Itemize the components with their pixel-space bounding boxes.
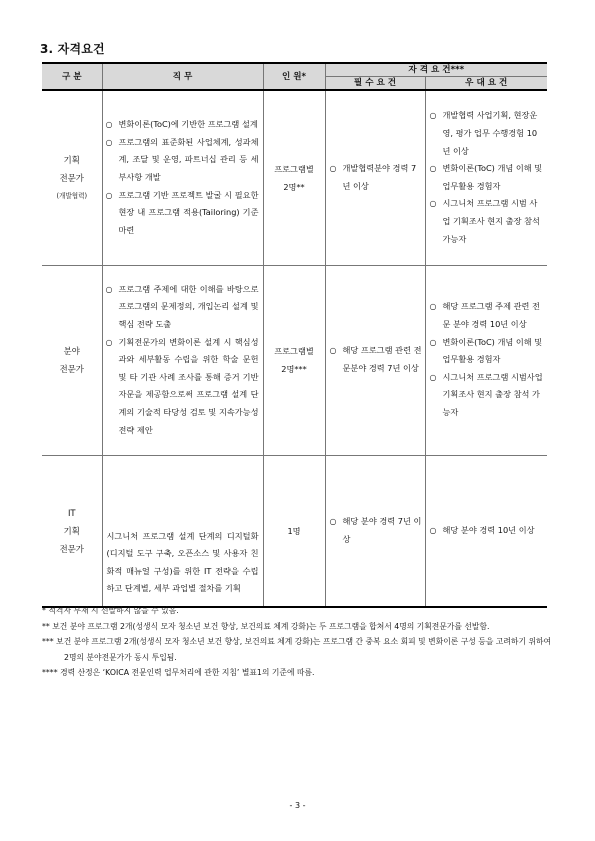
footnote: **** 경력 산정은 ‘KOICA 전문인력 업무처리에 관한 지침’ 별표1의 기준에 따름.: [42, 668, 315, 677]
list-item: ○ 기획전문가의 변화이론 설계 시 핵심성과와 세부활동 수립을 위한 학술 문헌 및 타 기관 사례 조사를 통해 증거 기반 자문을 제공함으로써 프로그램 설계 단계의 기술적 타당성 검토 및 지속가능성 전략 제안: [106, 334, 259, 440]
footnote: *** 보건 분야 프로그램 2개(성생식 모자 청소년 보건 향상, 보건의료 체계 강화)는 프로그램 간 중복 요소 회피 및 변화이론 구성 등을 고려하기 위하여 2명의 분야전문가가 동시 투입됨.: [42, 637, 552, 662]
qualification-table: [42, 62, 547, 608]
preferred-cell: [425, 265, 547, 455]
headcount-cell: 1명: [263, 455, 325, 607]
page-number: - 3 -: [289, 801, 306, 810]
header-category: 구 분: [42, 63, 102, 90]
required-cell: [325, 90, 425, 265]
list-item: ○ 개발협력 사업기획, 현장운영, 평가 업무 수행경험 10년 이상: [430, 107, 545, 160]
list-item: ○ 해당 프로그램 주제 관련 전문 분야 경력 10년 이상: [430, 298, 545, 333]
preferred-cell: [425, 90, 547, 265]
section-title: 3. 자격요건: [40, 42, 105, 56]
list-item: ○ 시그니처 프로그램 시범 사업 기획조사 현지 출장 참석 가능자: [430, 195, 545, 248]
list-item: ○ 개발협력분야 경력 7년 이상: [330, 160, 422, 195]
header-required: 필 수 요 건: [325, 77, 425, 91]
list-item: ○ 프로그램 주제에 대한 이해를 바탕으로 프로그램의 문제정의, 개입논리 설계 및 핵심 전략 도출: [106, 281, 259, 334]
header-preferred: 우 대 요 건: [425, 77, 547, 91]
list-item: ○ 프로그램의 표준화된 사업체계, 성과체계, 조달 및 운영, 파트너십 관리 등 세부사항 개발: [106, 134, 259, 187]
header-headcount: 인 원*: [263, 63, 325, 90]
table-row: [42, 265, 547, 455]
footnotes: [42, 603, 554, 681]
footnote: ** 보건 분야 프로그램 2개(성생식 모자 청소년 보건 향상, 보건의료 체계 강화)는 두 프로그램을 합쳐서 4명의 기획전문가를 선발함.: [42, 621, 490, 631]
list-item: ○ 해당 분야 경력 10년 이상: [430, 522, 545, 540]
preferred-cell: [425, 455, 547, 607]
table-row: [42, 455, 547, 607]
footnote: * 적격자 부재 시 선발하지 않을 수 있음.: [42, 606, 179, 615]
required-cell: [325, 265, 425, 455]
list-item: ○ 변화이론(ToC) 개념 이해 및 업무활용 경험자: [430, 160, 545, 195]
list-item: ○ 해당 분야 경력 7년 이상: [330, 513, 422, 548]
duty-cell: [102, 265, 263, 455]
list-item: ○ 변화이론(ToC) 개념 이해 및 업무활용 경험자: [430, 334, 545, 369]
required-cell: [325, 455, 425, 607]
list-item: ○ 변화이론(ToC)에 기반한 프로그램 설계: [106, 116, 259, 134]
headcount-cell: 프로그램별 2명**: [263, 90, 325, 265]
list-item: ○ 시그니처 프로그램 시범사업 기획조사 현지 출장 참석 가능자: [430, 369, 545, 422]
header-qualification: 자 격 요 건***: [325, 63, 547, 77]
category-cell: 기획 전문가 (개발협력): [42, 90, 102, 265]
category-cell: 분야 전문가: [42, 265, 102, 455]
duty-cell: [102, 90, 263, 265]
headcount-cell: 프로그램별 2명***: [263, 265, 325, 455]
category-note: (개발협력): [56, 191, 88, 200]
list-item: ○ 해당 프로그램 관련 전문분야 경력 7년 이상: [330, 342, 422, 377]
category-cell: IT 기획 전문가: [42, 455, 102, 607]
table-row: [42, 90, 547, 265]
list-item: ○ 프로그램 기반 프로젝트 발굴 시 필요한 현장 내 프로그램 적용(Tailoring) 기준 마련: [106, 187, 259, 240]
header-duty: 직 무: [102, 63, 263, 90]
duty-cell: 시그니처 프로그램 설계 단계의 디지털화(디지털 도구 구축, 오픈소스 및 사용자 친화적 매뉴얼 구성)를 위한 IT 전략을 수립하고 단계별, 세부 과업별 절차를 기획: [102, 455, 263, 607]
